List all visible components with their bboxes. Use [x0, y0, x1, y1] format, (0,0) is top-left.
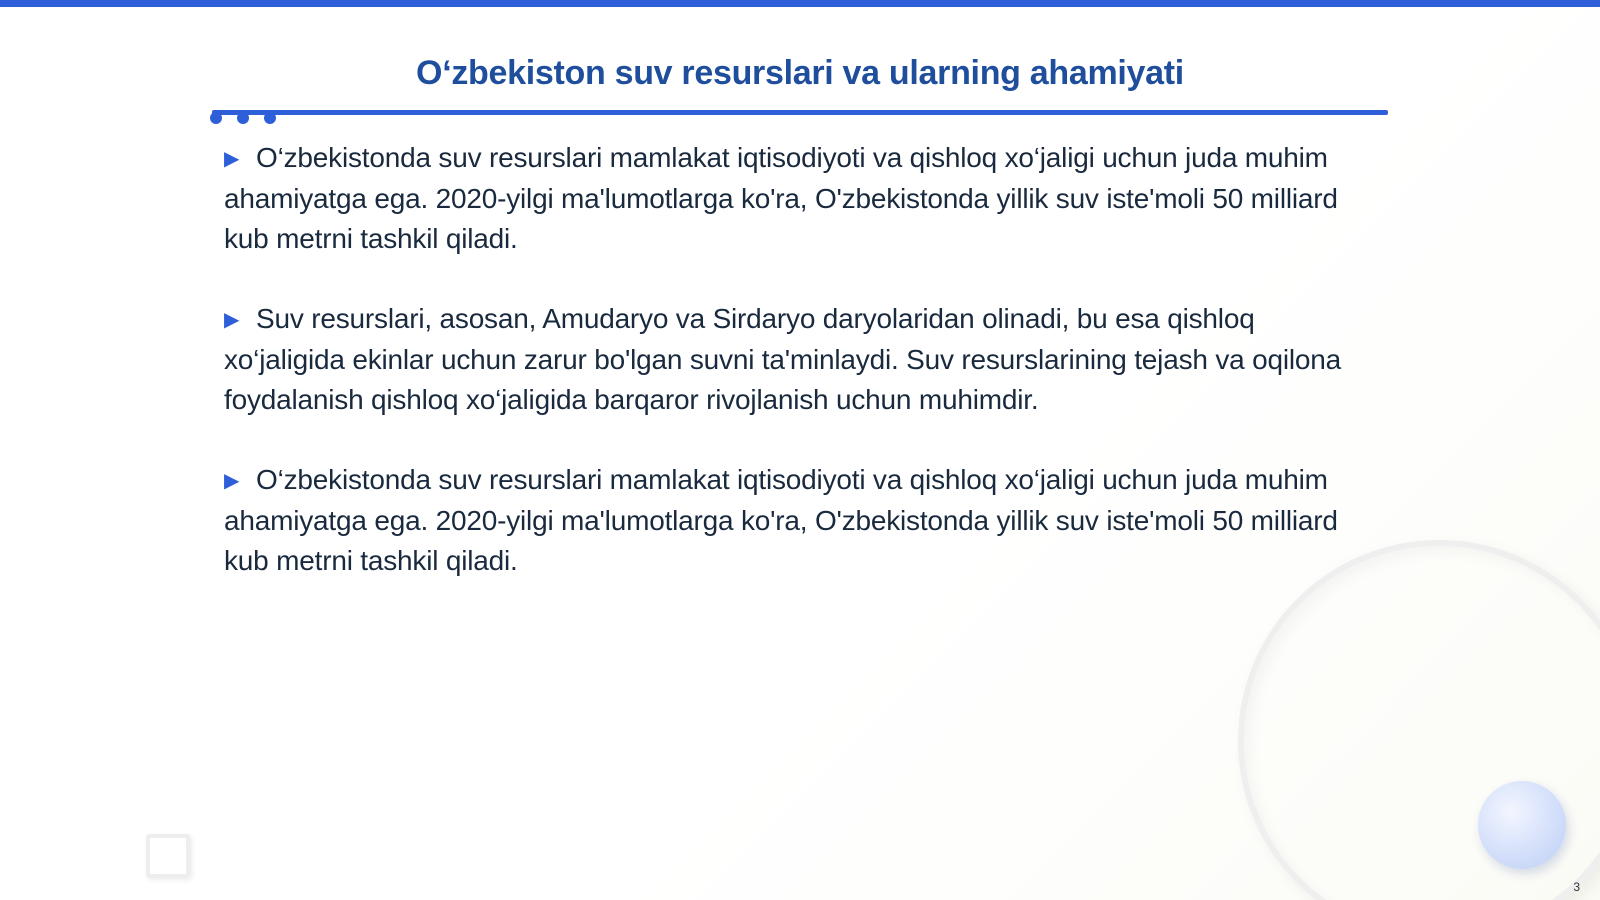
title-underline	[212, 110, 1388, 115]
decorative-dot	[237, 112, 249, 124]
bullet-text: O‘zbekistonda suv resurslari mamlakat iqtisodiyoti va qishloq xo‘jaligi uchun juda muhim ahamiyatga ega. 2020-yilgi ma'lumotlarga ko'ra, O'zbekistonda yillik suv iste'moli 50 milliard kub metrni tashkil qiladi.	[224, 464, 1338, 576]
top-accent-bar	[0, 0, 1600, 7]
bullet-list	[224, 138, 1374, 621]
decorative-sphere	[1478, 781, 1566, 869]
bullet-text: O‘zbekistonda suv resurslari mamlakat iqtisodiyoti va qishloq xo‘jaligi uchun juda muhim ahamiyatga ega. 2020-yilgi ma'lumotlarga ko'ra, O'zbekistonda yillik suv iste'moli 50 milliard kub metrni tashkil qiladi.	[224, 142, 1338, 254]
slide-title: O‘zbekiston suv resurslari va ularning ahamiyati	[416, 54, 1184, 92]
decorative-dot	[264, 112, 276, 124]
bullet-triangle-icon: ▶	[224, 470, 240, 492]
bullet-item	[224, 138, 1374, 259]
bullet-item	[224, 460, 1374, 581]
bullet-triangle-icon: ▶	[224, 309, 240, 331]
page-number: 3	[1573, 880, 1580, 894]
bullet-text: Suv resurslari, asosan, Amudaryo va Sirdaryo daryolaridan olinadi, bu esa qishloq xo‘jaligida ekinlar uchun zarur bo'lgan suvni ta'minlaydi. Suv resurslarining tejash va oqilona foydalanish qishloq xo‘jaligida barqaror rivojlanish uchun muhimdir.	[224, 303, 1341, 415]
bullet-item	[224, 299, 1374, 420]
bullet-triangle-icon: ▶	[224, 148, 240, 170]
decorative-dot	[210, 112, 222, 124]
decorative-square	[146, 834, 190, 878]
